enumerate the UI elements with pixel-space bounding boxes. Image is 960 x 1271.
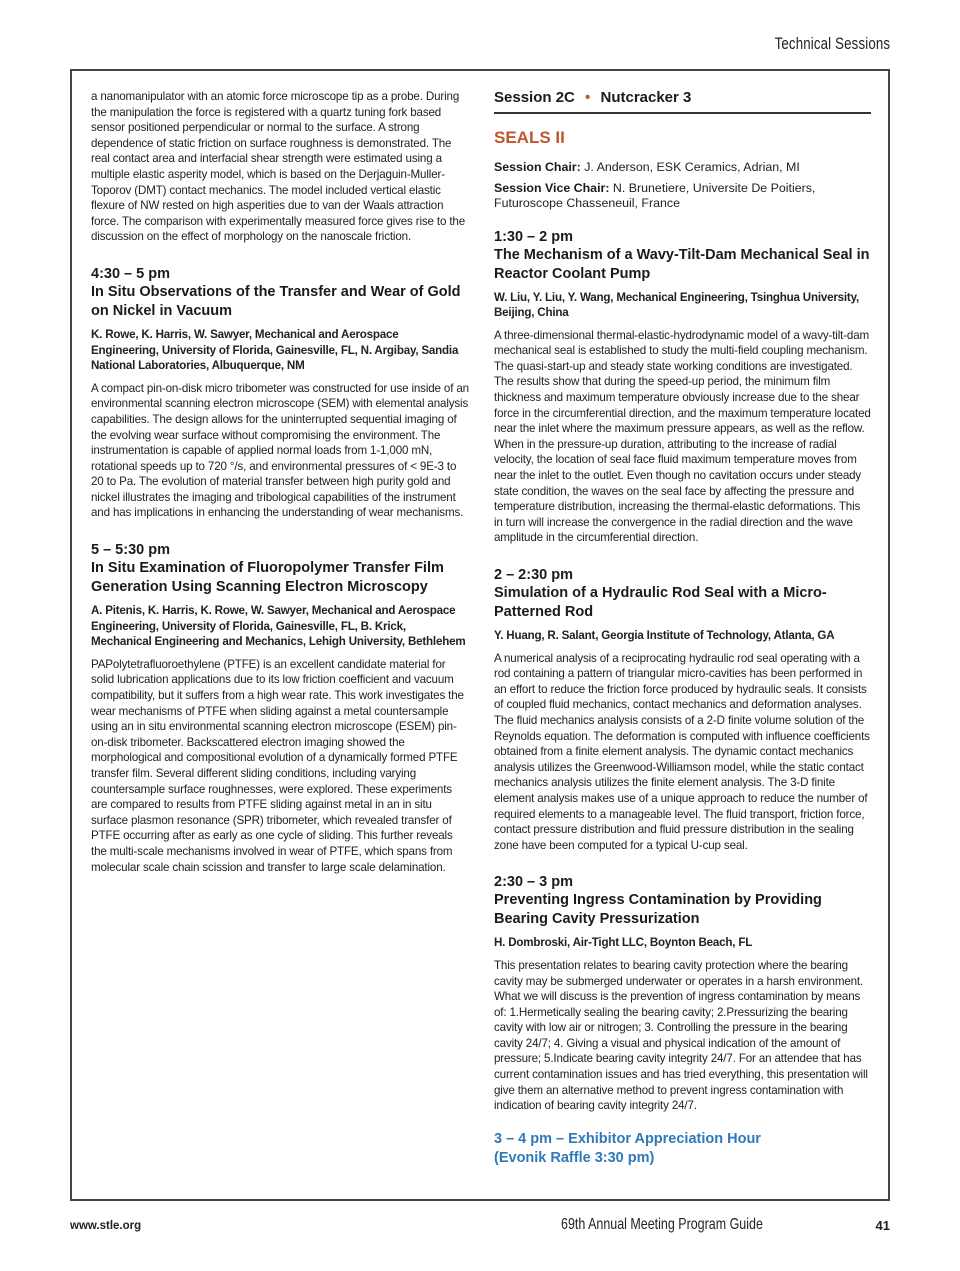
talk-title: The Mechanism of a Wavy-Tilt-Dam Mechanical Seal in Reactor Coolant Pump <box>494 246 870 282</box>
talk-abstract: A three-dimensional thermal-elastic-hydrodynamic model of a wavy-tilt-dam mechanical seal is established to study the multi-field coupling mechanism. The quasi-start-up and steady state working conditions are investigated. The results show that during the speed-up period, the minimum film thickness and maximum temperature obviously increase due to the shear force in the circumferential direction, and the maximum temperature located near the inlet where the maximum pressure appears, as well as the reflow. When in the pressure-up duration, attributing to the increase of radial velocity, the location of seal face fluid maximum temperature moves from near the inlet to the outlet. Even though no cavitation occurs under steady state condition, the waves on the seal face by affecting the pressure and temperature distribution, increasing the thermal-elastic deformations. This in turn will increase the convergence in the radial direction and the wave amplitude in the circumferential direction. <box>494 328 871 545</box>
intro-abstract-continuation: a nanomanipulator with an atomic force microscope tip as a probe. During the manipulation the force is registered with a quartz tuning fork based sensor positioned perpendicular or normal to the surface. A strong dependence of static friction on surface roughness is demonstrated. The real contact area and interfacial shear strength were estimated using a multiple elastic asperity model, which is based on the Derjaguin-Muller-Toporov (DMT) contact mechanics. The model included vertical elastic flexure of NW rested on high asperities due to van der Waals attraction force. The comparison with experimentally measured force gives rise to the discussion on the effect of morphology on the nanoscale friction. <box>91 90 466 244</box>
session-vice-chair-value: N. Brunetiere, Universite De Poitiers, Futuroscope Chasseneuil, France <box>494 180 816 210</box>
talk-authors: W. Liu, Y. Liu, Y. Wang, Mechanical Engineering, Tsinghua University, Beijing, China <box>494 290 859 320</box>
session-vice-chair-label: Session Vice Chair: <box>494 180 610 195</box>
talk-entry <box>91 541 469 875</box>
talk-title: In Situ Observations of the Transfer and Wear of Gold on Nickel in Vacuum <box>91 283 461 319</box>
footer-guide-title: 69th Annual Meeting Program Guide <box>561 1216 763 1233</box>
session-chair <box>494 160 871 176</box>
footer-url: www.stle.org <box>70 1220 142 1232</box>
session-room: Nutcracker 3 <box>600 89 692 106</box>
session-title: SEALS II <box>494 128 565 147</box>
talk-time: 2:30 – 3 pm <box>494 874 573 891</box>
session-chair-value: J. Anderson, ESK Ceramics, Adrian, MI <box>584 160 800 174</box>
talk-abstract: This presentation relates to bearing cavity protection where the bearing cavity may be submerged underwater or operates in a harsh environment. What we will discuss is the prevention of ingress contamination by means of: 1.Hermetically sealing the bearing cavity; 2.Pressurizing the bearing cavity with low air or nitrogen; 3. Controlling the pressure in the bearing cavity 24/7; 4. Giving a visual and physical indication of the amount of pressure; 5.Indicate bearing cavity integrity 24/7. For an attendee that has current contamination issues and has tried everything, this presentation will give them an alternative method to prevent ingress contamination with indication of bearing cavity integrity 24/7. <box>494 958 868 1113</box>
talk-time: 2 – 2:30 pm <box>494 567 573 583</box>
page-number: 41 <box>875 1218 890 1233</box>
talk-abstract: A compact pin-on-disk micro tribometer was constructed for use inside of an environmental scanning electron microscope (SEM) with elemental analysis capabilities. The design allows for the uninterrupted sequential imaging of the evolving wear surface without compromising the environment. The instrumentation is capable of applied normal loads from 1-1,000 mN, rotational speeds up to 720 °/s, and environmental pressures of < 9E-3 to 20 to Pa. The evolution of material transfer between high purity gold and nickel illustrates the imaging and tribological capabilities of the instrument and has implications in enhancing the understanding of wear mechanisms. <box>91 381 469 520</box>
talk-abstract: A numerical analysis of a reciprocating hydraulic rod seal operating with a rod containing a pattern of triangular micro-cavities has been performed in an effort to reduce the friction force produced by hydraulic seals. It consists of coupled fluid mechanics, contact mechanics and deformation analyses. The fluid mechanics analysis consists of a 2-D finite volume solution of the Reynolds equation. The deformation is computed with influence coefficients obtained from a finite element analysis. The dynamic contact mechanics analysis utilizes the Greenwood-Williamson model, while the static contact mechanics analysis utilizes the finite element analysis. The 3-D finite element analysis makes use of a unique approach to reduce the number of required elements to a manageable level. The fluid transport, friction force, contact pressure distribution and fluid pressure distribution in the sealing zone have been computed for a typical U-cup seal. <box>494 651 870 852</box>
exhibitor-appreciation-hour <box>494 1130 871 1168</box>
content-frame <box>70 69 890 1201</box>
talk-entry <box>91 265 469 521</box>
talk-title: In Situ Examination of Fluoropolymer Transfer Film Generation Using Scanning Electron Microscopy <box>91 560 444 596</box>
session-id: Session 2C <box>494 89 575 106</box>
session-chair-label: Session Chair: <box>494 160 581 174</box>
talk-abstract: PAPolytetrafluoroethylene (PTFE) is an excellent candidate material for solid lubrication applications due to its low friction coefficient and vacuum compatibility, but it suffers from a high wear rate. This work investigates the wear mechanisms of PTFE when sliding against a metal countersample using an in situ environmental scanning electron microscope (ESEM) pin-on-disk tribometer. Backscattered electron imaging showed the morphological and compositional evolution of a dynamically formed PTFE transfer film. Several different sliding conditions, including varying countersample surface roughnesses, were explored. These experiments are compared to results from PTFE sliding against metal in an in situ surface plasmon resonance (SPR) tribometer, which revealed transfer of PTFE occurring after as early as one cycle of sliding. This further reveals the multi-scale mechanisms involved in wear of PTFE, which spans from molecular scale chain scission and transfer to large scale delamination. <box>91 657 464 874</box>
talk-authors: Y. Huang, R. Salant, Georgia Institute of Technology, Atlanta, GA <box>494 629 835 642</box>
session-heading <box>494 89 871 114</box>
raffle-line: (Evonik Raffle 3:30 pm) <box>494 1149 655 1166</box>
talk-time: 5 – 5:30 pm <box>91 542 170 559</box>
talk-entry <box>494 228 871 547</box>
talk-title: Preventing Ingress Contamination by Providing Bearing Cavity Pressurization <box>494 892 822 928</box>
left-column <box>91 89 469 875</box>
section-header-label: Technical Sessions <box>774 34 890 53</box>
exhibitor-line: 3 – 4 pm – Exhibitor Appreciation Hour <box>494 1130 761 1147</box>
talk-entry <box>494 873 871 1114</box>
talk-title: Simulation of a Hydraulic Rod Seal with a Micro-Patterned Rod <box>494 585 827 620</box>
session-vice-chair <box>494 181 871 212</box>
talk-authors: H. Dombroski, Air-Tight LLC, Boynton Beach, FL <box>494 936 753 950</box>
talk-authors: A. Pitenis, K. Harris, K. Rowe, W. Sawyer, Mechanical and Aerospace Engineering, University of Florida, Gainesville, FL, B. Krick, Mechanical Engineering and Mechanics, Lehigh University, Bethlehem <box>91 604 466 649</box>
bullet-separator: • <box>585 89 591 106</box>
right-column <box>494 89 871 1168</box>
talk-time: 4:30 – 5 pm <box>91 265 170 282</box>
talk-time: 1:30 – 2 pm <box>494 228 573 245</box>
talk-authors: K. Rowe, K. Harris, W. Sawyer, Mechanical and Aerospace Engineering, University of Florida, Gainesville, FL, N. Argibay, Sandia National Laboratories, Albuquerque, NM <box>91 327 459 373</box>
talk-entry <box>494 566 871 853</box>
